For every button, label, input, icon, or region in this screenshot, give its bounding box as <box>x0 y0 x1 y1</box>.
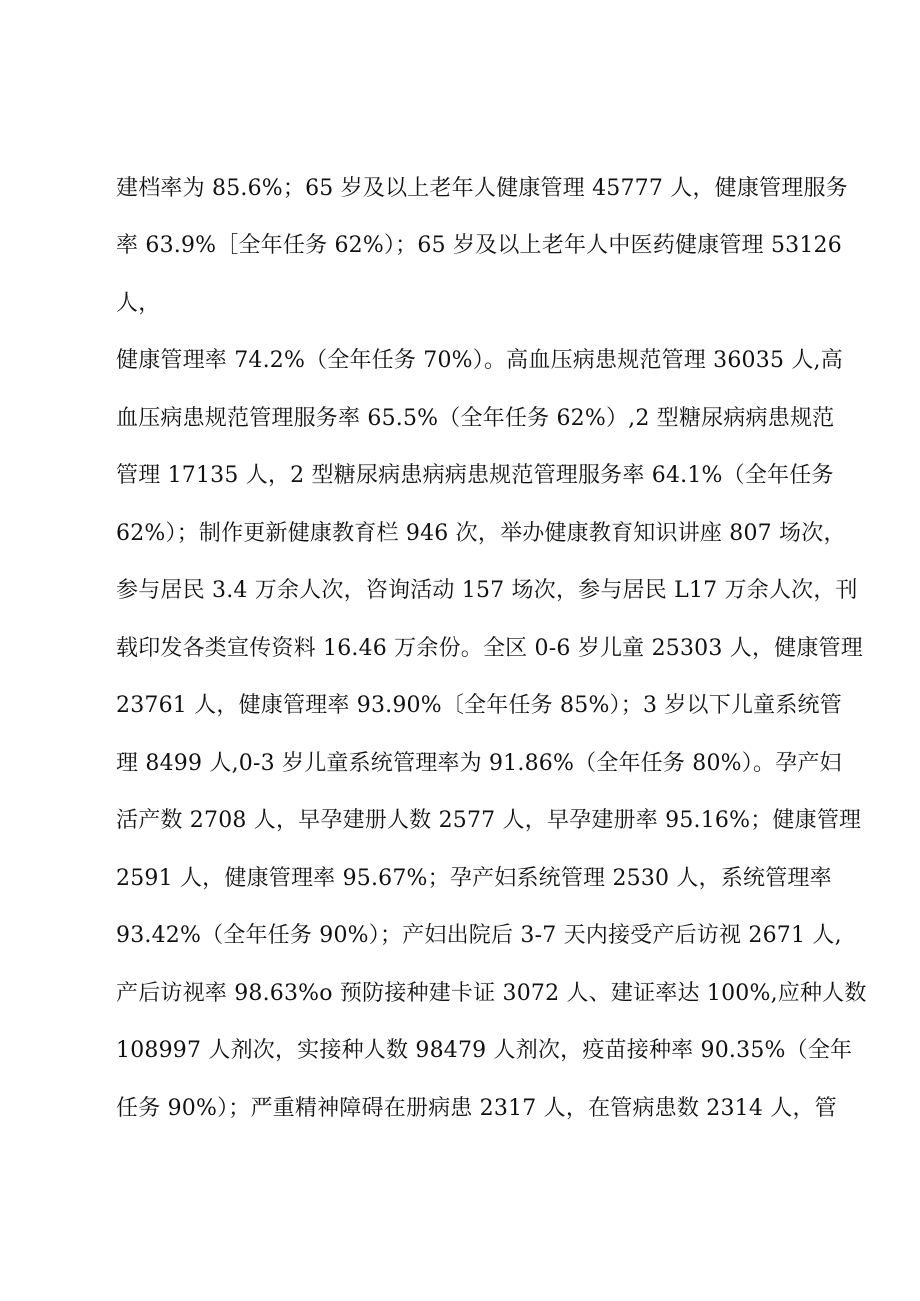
text-line: 健康管理率 74.2%（全年任务 70%）。高血压病患规范管理 36035 人,高 <box>116 348 843 373</box>
text-line: 率 63.9%［全年任务 62%）；65 岁及以上老年人中医药健康管理 53126 <box>116 233 842 258</box>
text-line: 建档率为 85.6%；65 岁及以上老年人健康管理 45777 人，健康管理服务 <box>116 176 848 201</box>
text-line: 人， <box>116 291 161 316</box>
text-line: 93.42%（全年任务 90%）；产妇出院后 3-7 天内接受产后访视 2671 人, <box>116 923 842 948</box>
text-line: 62%）；制作更新健康教育栏 946 次，举办健康教育知识讲座 807 场次， <box>116 521 846 546</box>
text-line: 任务 90%）；严重精神障碍在册病患 2317 人，在管病患数 2314 人，管 <box>116 1096 837 1121</box>
text-line: 参与居民 3.4 万余人次，咨询活动 157 场次，参与居民 L17 万余人次，刊 <box>116 578 858 603</box>
text-line: 2591 人，健康管理率 95.67%；孕产妇系统管理 2530 人，系统管理率 <box>116 866 832 891</box>
text-line: 产后访视率 98.63%o 预防接种建卡证 3072 人、建证率达 100%,应种人数 <box>116 981 867 1006</box>
text-line: 23761 人，健康管理率 93.90%〔全年任务 85%）；3 岁以下儿童系统管 <box>116 693 842 718</box>
text-line: 载印发各类宣传资料 16.46 万余份。全区 0-6 岁儿童 25303 人，健康管理 <box>116 636 863 661</box>
text-line: 管理 17135 人，2 型糖尿病患病病患规范管理服务率 64.1%（全年任务 <box>116 463 834 488</box>
text-line: 活产数 2708 人，早孕建册人数 2577 人，早孕建册率 95.16%；健康管理 <box>116 808 862 833</box>
text-line: 理 8499 人,0-3 岁儿童系统管理率为 91.86%（全年任务 80%）。孕产妇 <box>116 751 842 776</box>
text-line: 108997 人剂次，实接种人数 98479 人剂次，疫苗接种率 90.35%（全年 <box>116 1038 853 1063</box>
text-line: 血压病患规范管理服务率 65.5%（全年任务 62%）,2 型糖尿病病患规范 <box>116 406 835 431</box>
